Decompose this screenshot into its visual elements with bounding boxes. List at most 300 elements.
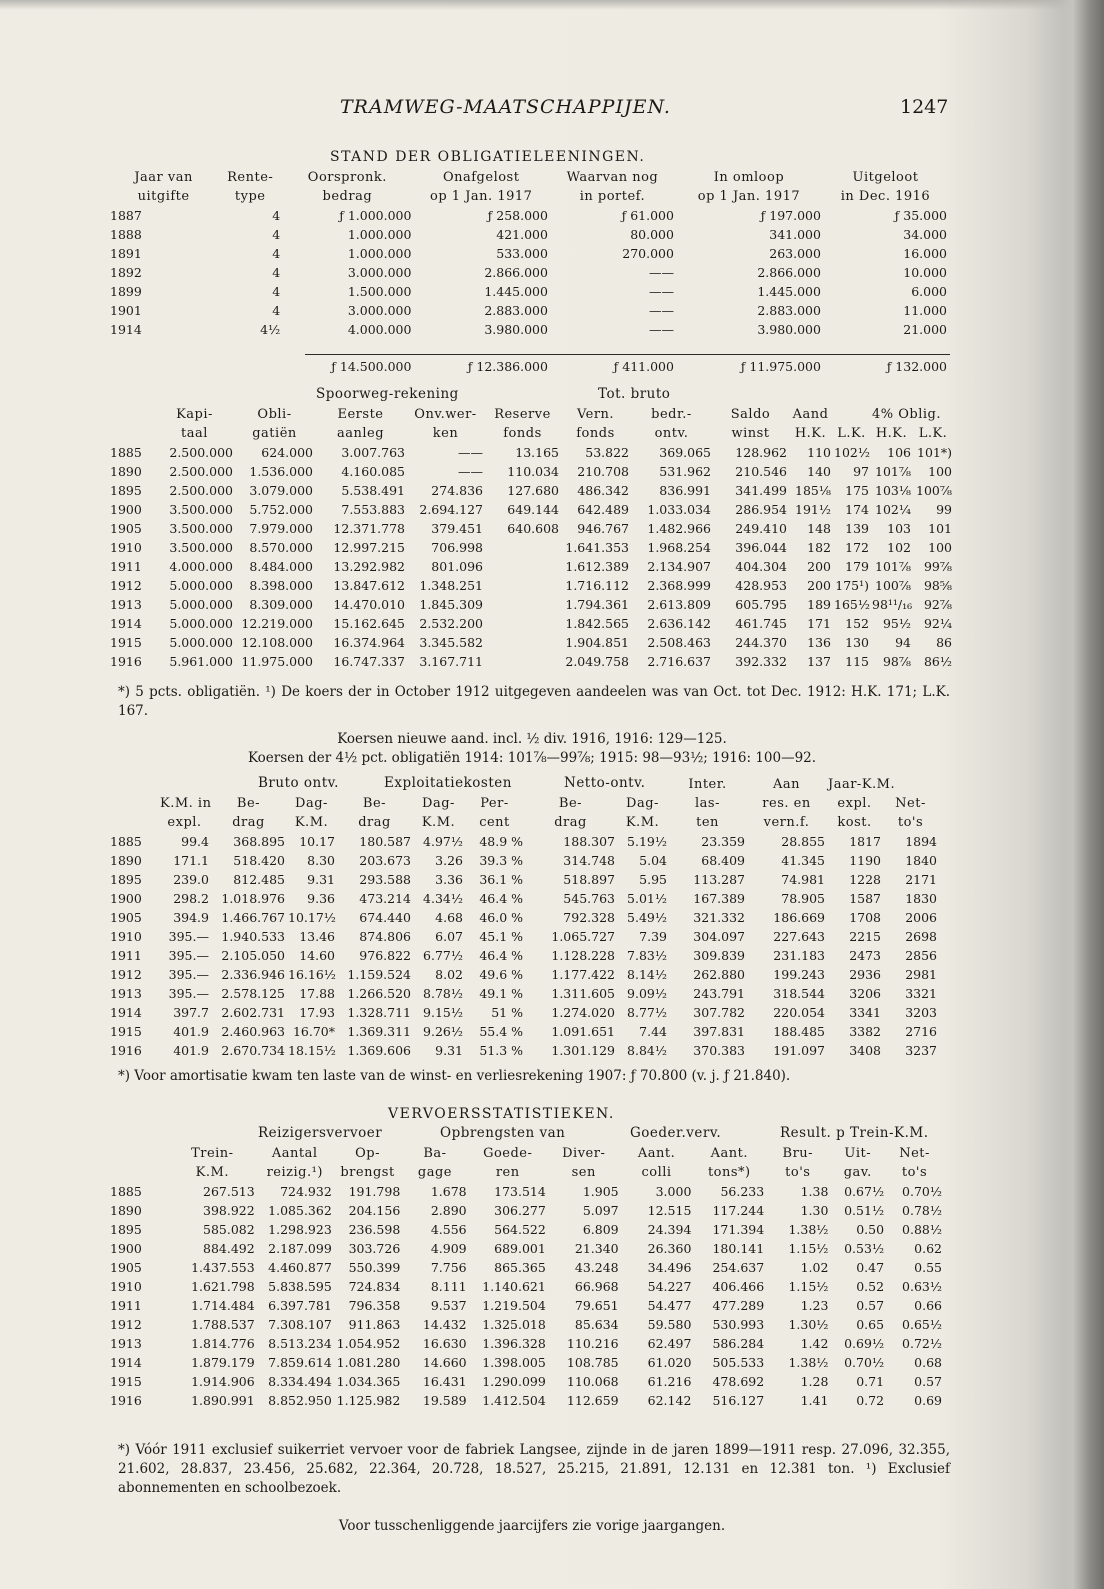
table-row xyxy=(110,851,940,870)
column-header: Eerste xyxy=(337,407,384,422)
operating-footnote xyxy=(118,1067,950,1086)
table-cell: 0.69½ xyxy=(844,1336,885,1351)
column-header: in Dec. 1916 xyxy=(840,189,931,204)
table-cell: 227.643 xyxy=(773,929,825,944)
table-row xyxy=(110,614,955,633)
column-header: Uitgeloot xyxy=(852,170,919,185)
column-header: In omloop xyxy=(713,170,785,185)
net-receipts-group-label: Netto-ontv. xyxy=(564,775,646,791)
table-cell: 2.694.127 xyxy=(419,502,483,517)
table-cell xyxy=(486,557,562,576)
column-header: to's xyxy=(785,1165,811,1180)
table-cell: 1.621.798 xyxy=(191,1279,255,1294)
table-cell: 7.44 xyxy=(639,1024,667,1039)
table-cell: 1910 xyxy=(110,929,142,944)
table-cell: 395.— xyxy=(168,967,209,982)
table-cell: 1914 xyxy=(110,322,142,337)
table-cell: 341.000 xyxy=(769,227,821,242)
table-cell: 4 xyxy=(272,265,281,280)
table-row xyxy=(110,462,955,481)
table-cell: 564.522 xyxy=(494,1222,546,1237)
total-cell xyxy=(220,357,283,376)
table-cell: 4.97½ xyxy=(423,834,463,849)
column-header: Rente- xyxy=(227,170,274,185)
table-cell: 41.345 xyxy=(781,853,825,868)
table-cell: 92⅞ xyxy=(923,597,952,612)
table-cell: 220.054 xyxy=(773,1005,825,1020)
table-cell: 62.142 xyxy=(647,1393,692,1408)
table-cell: 99.4 xyxy=(181,834,209,849)
table-row xyxy=(110,206,950,225)
table-cell: 3.500.000 xyxy=(169,540,233,555)
page-header xyxy=(0,96,1104,126)
table-row xyxy=(110,301,950,320)
table-cell: 3203 xyxy=(905,1005,937,1020)
table-cell: 267.513 xyxy=(203,1184,255,1199)
freight-group-label: Goeder.verv. xyxy=(630,1125,722,1141)
table-cell: 3.167.711 xyxy=(419,654,483,669)
column-header: K.M. xyxy=(421,815,456,830)
table-cell: 1913 xyxy=(110,1336,142,1351)
table-cell: 586.284 xyxy=(712,1336,765,1351)
column-header: ten xyxy=(696,815,719,830)
table-cell: 341.499 xyxy=(735,483,787,498)
revenue-group-label: Opbrengsten van xyxy=(440,1125,566,1141)
table-cell: 17.93 xyxy=(299,1005,335,1020)
table-cell: 43.248 xyxy=(574,1260,619,1275)
table-cell: 4 xyxy=(272,303,281,318)
table-cell: 99⅞ xyxy=(923,559,952,574)
column-header: K.M. in xyxy=(160,796,212,811)
table-cell: 1916 xyxy=(110,1043,142,1058)
table-cell: 2.500.000 xyxy=(169,483,233,498)
table-cell: 1.125.982 xyxy=(336,1393,401,1408)
table-cell: 11.975.000 xyxy=(241,654,313,669)
table-cell: 2716 xyxy=(905,1024,937,1039)
table-cell: 531.962 xyxy=(659,464,711,479)
table-cell: 2.187.099 xyxy=(268,1241,332,1256)
table-cell: 303.726 xyxy=(348,1241,401,1256)
column-header xyxy=(160,775,212,794)
table-cell: 28.855 xyxy=(781,834,825,849)
table-cell: 1.266.520 xyxy=(347,986,411,1001)
table-cell: 2698 xyxy=(905,929,937,944)
column-header: Jaar van xyxy=(134,170,193,185)
column-header: drag xyxy=(554,815,587,830)
table-cell: 1.369.311 xyxy=(347,1024,411,1039)
table-cell: 396.044 xyxy=(735,540,787,555)
table-row xyxy=(110,443,955,462)
column-header: ken xyxy=(432,426,459,441)
table-cell: 792.328 xyxy=(563,910,615,925)
table-cell: 3.079.000 xyxy=(249,483,313,498)
table-cell: 1.398.005 xyxy=(482,1355,546,1370)
table-cell: 836.991 xyxy=(659,483,711,498)
table-cell: 139 xyxy=(845,521,869,536)
table-cell: 0.71 xyxy=(856,1374,885,1389)
table-row xyxy=(110,1041,940,1060)
table-cell: 10.17 xyxy=(299,834,335,849)
column-header xyxy=(526,775,618,794)
table-cell: 1887 xyxy=(110,208,142,223)
table-cell: 8.570.000 xyxy=(249,540,313,555)
table-cell: 1.23 xyxy=(800,1298,829,1313)
table-cell: 236.598 xyxy=(348,1222,401,1237)
table-cell: 1.140.621 xyxy=(482,1279,546,1294)
column-header xyxy=(618,775,670,794)
table-cell: 185⅛ xyxy=(795,483,831,498)
table-cell: 1.000.000 xyxy=(347,246,412,261)
table-cell: 5.538.491 xyxy=(341,483,405,498)
table-cell: 8.02 xyxy=(435,967,463,982)
column-header: Saldo xyxy=(730,407,771,422)
table-cell: 307.782 xyxy=(693,1005,745,1020)
column-header: Aand xyxy=(792,407,829,422)
column-header: Diver- xyxy=(562,1146,606,1161)
table-cell: 1888 xyxy=(110,227,142,242)
table-cell: 395.— xyxy=(168,948,209,963)
column-header: bedr.- xyxy=(651,407,692,422)
table-cell: 101⅞ xyxy=(875,559,911,574)
table-cell: 1915 xyxy=(110,1374,142,1389)
table-cell: 7.83½ xyxy=(627,948,667,963)
column-header: Waarvan nog xyxy=(566,170,659,185)
table-cell: 2.336.946 xyxy=(221,967,285,982)
table-cell: 1.482.966 xyxy=(647,521,711,536)
table-cell: 101⅞ xyxy=(875,464,911,479)
header-row xyxy=(110,813,940,832)
table-cell: ƒ 61.000 xyxy=(621,208,674,223)
table-cell: 1.219.504 xyxy=(482,1298,546,1313)
table-cell xyxy=(486,576,562,595)
table-cell: 1914 xyxy=(110,1355,142,1370)
table-row xyxy=(110,1201,945,1220)
table-cell: 5.000.000 xyxy=(169,616,233,631)
table-cell: 1895 xyxy=(110,872,142,887)
table-cell: 5.04 xyxy=(639,853,667,868)
table-cell: 1.845.309 xyxy=(419,597,483,612)
table-cell: 137 xyxy=(807,654,831,669)
table-cell: 101 xyxy=(928,521,952,536)
table-cell: 188.307 xyxy=(563,834,615,849)
table-cell: 56.233 xyxy=(720,1184,765,1199)
table-cell: 48.9 % xyxy=(479,834,523,849)
table-cell: 1.38 xyxy=(800,1184,829,1199)
column-header: Net- xyxy=(899,1146,930,1161)
table-cell: 21.340 xyxy=(574,1241,619,1256)
column-header xyxy=(110,794,160,813)
table-cell: 16.16½ xyxy=(288,967,336,982)
table-cell: 585.082 xyxy=(203,1222,255,1237)
column-header: winst xyxy=(731,426,770,441)
table-cell: 191.798 xyxy=(348,1184,401,1199)
table-cell: 1915 xyxy=(110,635,142,650)
table-cell: 61.020 xyxy=(647,1355,692,1370)
table-cell: 112.659 xyxy=(566,1393,619,1408)
total-rule xyxy=(305,354,950,355)
table-cell: 10.000 xyxy=(903,265,947,280)
table-cell: 1.15½ xyxy=(788,1241,829,1256)
table-cell: 1913 xyxy=(110,986,142,1001)
table-cell: 8.84½ xyxy=(627,1043,667,1058)
table-cell: 12.997.215 xyxy=(333,540,405,555)
total-cell: ƒ 14.500.000 xyxy=(331,359,412,374)
table-cell: 533.000 xyxy=(496,246,548,261)
table-cell: 9.26½ xyxy=(423,1024,463,1039)
table-cell: 9.537 xyxy=(430,1298,467,1313)
transport-footnote xyxy=(118,1441,950,1498)
table-cell: 2936 xyxy=(849,967,881,982)
column-header: ontv. xyxy=(654,426,689,441)
total-cell: ƒ 132.000 xyxy=(886,359,947,374)
table-cell: 110.034 xyxy=(507,464,559,479)
table-cell: 17.88 xyxy=(299,986,335,1001)
table-cell: 5.19½ xyxy=(627,834,667,849)
table-cell: 117.244 xyxy=(712,1203,765,1218)
table-cell: 115 xyxy=(845,654,869,669)
table-cell: 165½ xyxy=(834,597,870,612)
bottom-note: Voor tusschenliggende jaarcijfers zie vorige jaargangen. xyxy=(338,1518,726,1534)
gross-receipts-group-label: Bruto ontv. xyxy=(258,775,339,791)
table-cell: 8.309.000 xyxy=(249,597,313,612)
table-cell: 4.556 xyxy=(430,1222,467,1237)
table-cell: 0.72½ xyxy=(902,1336,942,1351)
table-cell: 1.466.767 xyxy=(221,910,285,925)
table-cell: 210.546 xyxy=(735,464,787,479)
table-cell: 874.806 xyxy=(359,929,411,944)
table-cell: 171.1 xyxy=(173,853,209,868)
table-cell: 1911 xyxy=(110,1298,142,1313)
table-cell: 36.1 % xyxy=(479,872,523,887)
table-cell xyxy=(486,633,562,652)
table-row xyxy=(110,1220,945,1239)
column-header: op 1 Jan. 1917 xyxy=(430,189,533,204)
table-cell: 199.243 xyxy=(773,967,825,982)
table-cell: 110.068 xyxy=(566,1374,619,1389)
table-cell: 5.01½ xyxy=(627,891,667,906)
table-cell: 9.09½ xyxy=(627,986,667,1001)
table-cell: 293.588 xyxy=(359,872,411,887)
column-header: sen xyxy=(571,1165,596,1180)
table-cell: 7.308.107 xyxy=(268,1317,332,1332)
column-header xyxy=(834,405,872,424)
table-cell: 3.007.763 xyxy=(341,445,405,460)
table-cell: 1915 xyxy=(110,1024,142,1039)
table-cell: —— xyxy=(458,445,483,460)
column-header: Obli- xyxy=(257,407,292,422)
table-cell: 1.714.484 xyxy=(191,1298,255,1313)
table-cell: 3382 xyxy=(849,1024,881,1039)
table-cell: 7.39 xyxy=(639,929,667,944)
table-cell: 473.214 xyxy=(359,891,411,906)
table-cell: 649.144 xyxy=(507,502,559,517)
table-cell: 461.745 xyxy=(735,616,787,631)
table-cell: 4.460.877 xyxy=(268,1260,332,1275)
column-header: K.M. xyxy=(294,815,329,830)
table-cell: 2.602.731 xyxy=(221,1005,285,1020)
table-cell: 1905 xyxy=(110,910,142,925)
table-cell: 5.838.595 xyxy=(268,1279,332,1294)
table-cell: 74.981 xyxy=(781,872,825,887)
table-cell: 395.— xyxy=(168,929,209,944)
table-cell: 53.822 xyxy=(585,445,629,460)
table-cell: 1.412.504 xyxy=(482,1393,546,1408)
table-cell: 2.105.050 xyxy=(221,948,285,963)
column-header: Kapi- xyxy=(176,407,213,422)
table-row xyxy=(110,1315,945,1334)
table-cell: 270.000 xyxy=(622,246,674,261)
table-cell: 1.28 xyxy=(800,1374,829,1389)
table-cell: 0.88½ xyxy=(902,1222,942,1237)
column-header: expl. xyxy=(167,815,202,830)
table-cell: 1900 xyxy=(110,1241,142,1256)
table-cell: 171 xyxy=(807,616,831,631)
table-cell: 1890 xyxy=(110,1203,142,1218)
table-cell: 550.399 xyxy=(348,1260,401,1275)
table-cell: 1.38½ xyxy=(788,1355,829,1370)
table-cell: 78.905 xyxy=(781,891,825,906)
table-cell: 1.814.776 xyxy=(191,1336,255,1351)
table-cell: 0.72 xyxy=(856,1393,885,1408)
table-cell: 1900 xyxy=(110,502,142,517)
table-row xyxy=(110,984,940,1003)
column-header: las- xyxy=(695,796,720,811)
table-cell: 46.0 % xyxy=(479,910,523,925)
column-header xyxy=(414,775,466,794)
table-cell: 5.000.000 xyxy=(169,597,233,612)
table-cell: 0.62 xyxy=(914,1241,942,1256)
table-cell: 3321 xyxy=(905,986,937,1001)
table-cell: 130 xyxy=(845,635,869,650)
table-cell: 61.216 xyxy=(647,1374,692,1389)
table-cell: 395.— xyxy=(168,986,209,1001)
column-header: Be- xyxy=(558,796,583,811)
column-header: ren xyxy=(495,1165,520,1180)
table-row xyxy=(110,1334,945,1353)
table-cell: 173.514 xyxy=(494,1184,546,1199)
table-cell: 642.489 xyxy=(577,502,629,517)
column-header: vern.f. xyxy=(763,815,810,830)
table-row xyxy=(110,519,955,538)
table-cell: 1.678 xyxy=(430,1184,467,1199)
total-cell: ƒ 12.386.000 xyxy=(467,359,548,374)
table-cell: 1.325.018 xyxy=(482,1317,546,1332)
table-cell: 5.49½ xyxy=(627,910,667,925)
table-cell: 98¹¹/₁₆ xyxy=(872,597,913,612)
table-cell: 6.397.781 xyxy=(268,1298,332,1313)
table-cell: 486.342 xyxy=(577,483,629,498)
column-header xyxy=(110,813,160,832)
table-cell: 0.50 xyxy=(856,1222,885,1237)
table-cell: 1.42 xyxy=(800,1336,829,1351)
table-cell: 102¼ xyxy=(875,502,911,517)
table-cell: 200 xyxy=(807,559,831,574)
table-cell: 1916 xyxy=(110,654,142,669)
table-cell: 1.033.034 xyxy=(647,502,711,517)
result-group-label: Result. p Trein-K.M. xyxy=(780,1125,929,1141)
table-cell: 0.66 xyxy=(914,1298,942,1313)
table-cell: 45.1 % xyxy=(479,929,523,944)
table-cell: 2.613.809 xyxy=(647,597,711,612)
table-cell: 8.77½ xyxy=(627,1005,667,1020)
table-cell: 6.000 xyxy=(911,284,947,299)
table-cell: 2.134.907 xyxy=(647,559,711,574)
table-cell: 1830 xyxy=(905,891,937,906)
table-cell: 3.000 xyxy=(655,1184,692,1199)
table-cell: 3408 xyxy=(849,1043,881,1058)
column-header: gatiën xyxy=(252,426,297,441)
table-cell: 1914 xyxy=(110,616,142,631)
table-row xyxy=(110,481,955,500)
table-cell: 0.65½ xyxy=(902,1317,942,1332)
table-cell: 1.904.851 xyxy=(565,635,629,650)
table-cell: 321.332 xyxy=(693,910,745,925)
column-header: in portef. xyxy=(579,189,646,204)
column-header: Aantal xyxy=(271,1146,318,1161)
table-cell: 1.794.361 xyxy=(565,597,629,612)
column-header: bedrag xyxy=(322,189,373,204)
table-cell: 171.394 xyxy=(712,1222,765,1237)
table-cell: 1.034.365 xyxy=(336,1374,401,1389)
table-cell: —— xyxy=(648,303,674,318)
table-cell: 9.36 xyxy=(307,891,335,906)
table-row xyxy=(110,908,940,927)
operating-table xyxy=(110,775,940,1060)
table-cell: 1912 xyxy=(110,578,142,593)
table-cell: 5.000.000 xyxy=(169,578,233,593)
table-cell: 11.000 xyxy=(903,303,947,318)
table-row xyxy=(110,595,955,614)
table-cell: 100⅞ xyxy=(875,578,911,593)
table-cell xyxy=(486,538,562,557)
table-cell: 54.477 xyxy=(647,1298,692,1313)
obligations-title: STAND DER OBLIGATIELEENINGEN. xyxy=(330,149,646,165)
table-cell: 101*) xyxy=(917,445,952,460)
table-cell: 39.3 % xyxy=(479,853,523,868)
table-cell: 1.914.906 xyxy=(191,1374,255,1389)
column-header xyxy=(110,775,160,794)
table-cell: 2.500.000 xyxy=(169,445,233,460)
table-cell: 7.979.000 xyxy=(249,521,313,536)
table-row xyxy=(110,927,940,946)
table-cell: 34.496 xyxy=(647,1260,692,1275)
table-cell: 4.909 xyxy=(430,1241,467,1256)
table-cell: 106 xyxy=(887,445,911,460)
column-header: to's xyxy=(901,1165,928,1180)
table-cell: 49.1 % xyxy=(479,986,523,1001)
table-cell: 428.953 xyxy=(735,578,787,593)
column-header: taal xyxy=(181,426,208,441)
table-cell: 14.432 xyxy=(422,1317,467,1332)
table-cell: 79.651 xyxy=(574,1298,619,1313)
table-cell: 128.962 xyxy=(735,445,787,460)
table-row xyxy=(110,633,955,652)
table-cell: 421.000 xyxy=(496,227,548,242)
table-cell: 6.77½ xyxy=(423,948,463,963)
table-cell: 1.905 xyxy=(582,1184,619,1199)
column-header: expl. xyxy=(837,796,872,811)
table-cell: 21.000 xyxy=(903,322,947,337)
table-cell: 1.396.328 xyxy=(482,1336,546,1351)
table-cell: 304.097 xyxy=(693,929,745,944)
column-header xyxy=(110,424,156,443)
table-cell: 1894 xyxy=(905,834,937,849)
table-cell: 100 xyxy=(928,464,952,479)
header-row xyxy=(110,1144,945,1163)
table-cell: 306.277 xyxy=(494,1203,546,1218)
table-cell: 51 % xyxy=(491,1005,523,1020)
table-row xyxy=(110,1258,945,1277)
